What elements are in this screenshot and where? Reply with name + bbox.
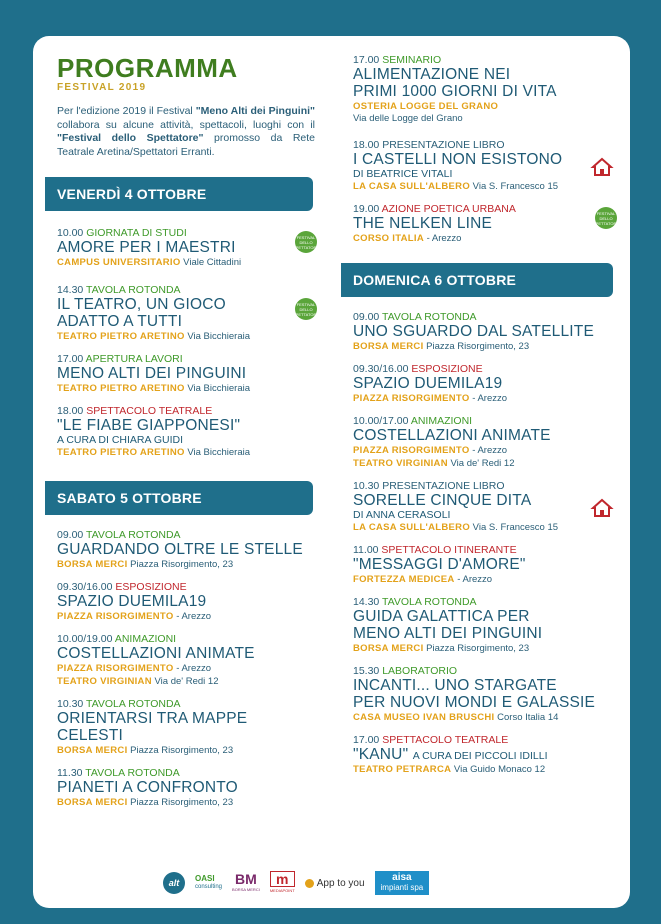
event-title: IL TEATRO, UN GIOCO (57, 296, 226, 313)
event-time: 17.00 (353, 54, 380, 66)
aisa-logo-icon (375, 871, 430, 895)
event-category: TAVOLA ROTONDA (382, 311, 477, 323)
event-subtitle: A CURA DEI PICCOLI IDILLI (412, 750, 548, 762)
event-address: - Arezzo (176, 611, 212, 622)
event-subtitle: A CURA DI CHIARA GUIDI (57, 434, 184, 446)
event-time: 09.00 (57, 529, 84, 541)
event-time: 14.30 (353, 596, 380, 608)
event-title: INCANTI... UNO STARGATE (353, 677, 557, 694)
event-time: 10.30 (57, 698, 84, 710)
event-title: SPAZIO DUEMILA19 (57, 593, 207, 610)
intro-festival-name: "Meno Alti dei Pinguini" (195, 105, 316, 117)
event-category: GIORNATA DI STUDI (86, 227, 187, 239)
event-time: 19.00 (353, 203, 380, 215)
event-time: 10.00/17.00 (353, 415, 409, 427)
event-venue: LA CASA SULL'ALBERO (353, 522, 471, 533)
mediapoint-logo-icon (270, 871, 295, 895)
event-category: ANIMAZIONI (410, 415, 473, 427)
event-title: PIANETI A CONFRONTO (57, 779, 238, 796)
event-address: Piazza Risorgimento, 23 (130, 745, 234, 756)
event-venue: TEATRO PIETRO ARETINO (57, 383, 185, 394)
event-item (57, 405, 315, 459)
day-header-sunday: DOMENICA 6 OTTOBRE (341, 263, 613, 297)
event-item (353, 596, 615, 655)
event-address: Via S. Francesco 15 (472, 522, 559, 533)
event-time: 10.00 (57, 227, 84, 239)
aisa-logo-sub: impianti spa (380, 883, 424, 892)
right-column (353, 36, 620, 776)
event-time: 09.30/16.00 (57, 581, 113, 593)
event-address: Via Bicchieraia (187, 331, 251, 342)
event-title: MENO ALTI DEI PINGUINI (57, 365, 247, 382)
event-category: SPETTACOLO TEATRALE (86, 405, 213, 417)
event-address: Via de' Redi 12 (154, 676, 219, 687)
event-venue: CORSO ITALIA (353, 233, 424, 244)
intro-part: Per l'edizione 2019 il Festival (57, 105, 196, 117)
sponsor-logos (163, 868, 523, 898)
event-category: LABORATORIO (382, 665, 458, 677)
event-address: Via Bicchieraia (187, 383, 251, 394)
event-title: COSTELLAZIONI ANIMATE (353, 427, 551, 444)
program-card (33, 36, 630, 908)
intro-part: collabora su alcune attività, spettacoli, luoghi con il (57, 118, 315, 131)
event-item (353, 54, 615, 125)
event-title: PER NUOVI MONDI E GALASSIE (353, 694, 596, 711)
event-venue: LA CASA SULL'ALBERO (353, 181, 471, 192)
event-time: 09.00 (353, 311, 380, 323)
oasi-logo-sub: consulting (195, 884, 223, 890)
event-venue: BORSA MERCI (57, 797, 128, 808)
festival-spettatore-logo-icon: FESTIVAL DELLO SPETTATORE (595, 207, 617, 229)
event-category: TAVOLA ROTONDA (382, 596, 477, 608)
event-time: 18.00 (353, 139, 380, 151)
event-address: Via de' Redi 12 (450, 458, 515, 469)
tree-house-logo-icon (589, 494, 615, 520)
intro-text (57, 105, 315, 159)
event-venue: PIAZZA RISORGIMENTO (353, 445, 470, 456)
event-item (57, 698, 315, 757)
event-title: ADATTO A TUTTI (57, 313, 183, 330)
event-address: Piazza Risorgimento, 23 (130, 797, 234, 808)
event-title-line (353, 746, 615, 763)
intro-part: promosso da Rete Teatrale Aretina/Spettatori Erranti. (57, 132, 315, 158)
event-venue: OSTERIA LOGGE DEL GRANO (353, 101, 499, 112)
event-address: Corso Italia 14 (497, 712, 559, 723)
event-item (57, 529, 315, 571)
event-venue: TEATRO VIRGINIAN (57, 676, 152, 687)
event-title: THE NELKEN LINE (353, 215, 493, 232)
event-venue: BORSA MERCI (353, 341, 424, 352)
left-column (57, 36, 320, 809)
event-item (353, 734, 615, 776)
oasi-logo-icon (195, 874, 222, 892)
event-category: TAVOLA ROTONDA (86, 284, 181, 296)
alt-logo-icon: alt (163, 872, 185, 894)
event-venue: TEATRO PIETRO ARETINO (57, 331, 185, 342)
event-address: Via Guido Monaco 12 (453, 764, 546, 775)
event-subtitle: DI BEATRICE VITALI (353, 168, 453, 180)
event-category: AZIONE POETICA URBANA (381, 203, 516, 215)
event-category: ESPOSIZIONE (411, 363, 483, 375)
intro-festival-spettatore: "Festival dello Spettatore" (57, 132, 204, 144)
app-to-you-logo-icon (305, 878, 365, 889)
borsa-merci-logo-icon (232, 872, 260, 894)
event-venue: BORSA MERCI (57, 745, 128, 756)
festival-spettatore-logo-icon: FESTIVAL DELLO SPETTATORE (295, 298, 317, 320)
event-venue: BORSA MERCI (57, 559, 128, 570)
event-item (353, 544, 615, 586)
event-item (57, 353, 315, 395)
mp-logo-text: m (270, 871, 295, 887)
festival-spettatore-logo-icon: FESTIVAL DELLO SPETTATORE (295, 231, 317, 253)
event-title: GUIDA GALATTICA PER (353, 608, 530, 625)
event-title: SPAZIO DUEMILA19 (353, 375, 503, 392)
event-address: - Arezzo (426, 233, 462, 244)
event-time: 09.30/16.00 (353, 363, 409, 375)
event-time: 15.30 (353, 665, 380, 677)
event-category: TAVOLA ROTONDA (86, 529, 181, 541)
event-category: PRESENTAZIONE LIBRO (382, 480, 505, 492)
event-address: Via Bicchieraia (187, 447, 251, 458)
event-title: I CASTELLI NON ESISTONO (353, 151, 563, 168)
event-item (57, 227, 320, 269)
event-category: TAVOLA ROTONDA (85, 767, 180, 779)
event-venue: BORSA MERCI (353, 643, 424, 654)
event-item (353, 139, 615, 193)
event-address: Piazza Risorgimento, 23 (426, 341, 530, 352)
event-venue: TEATRO PETRARCA (353, 764, 452, 775)
event-address: Viale Cittadini (183, 257, 242, 268)
event-title: "KANU" (353, 746, 409, 763)
event-venue: PIAZZA RISORGIMENTO (353, 393, 470, 404)
event-category: SPETTACOLO TEATRALE (382, 734, 509, 746)
event-time: 10.00/19.00 (57, 633, 113, 645)
event-item (57, 581, 315, 623)
event-title: PRIMI 1000 GIORNI DI VITA (353, 83, 557, 100)
event-time: 11.00 (353, 544, 379, 556)
event-address: Via delle Logge del Grano (353, 113, 463, 124)
event-item (353, 311, 615, 353)
event-title: SORELLE CINQUE DITA (353, 492, 532, 509)
aisa-logo-text: aisa (392, 872, 412, 883)
event-subtitle: DI ANNA CERASOLI (353, 509, 451, 521)
event-title: AMORE PER I MAESTRI (57, 239, 236, 256)
event-venue: PIAZZA RISORGIMENTO (57, 663, 174, 674)
event-time: 18.00 (57, 405, 84, 417)
event-title: GUARDANDO OLTRE LE STELLE (57, 541, 303, 558)
event-category: APERTURA LAVORI (85, 353, 183, 365)
event-category: PRESENTAZIONE LIBRO (382, 139, 505, 151)
event-address: - Arezzo (176, 663, 212, 674)
event-time: 14.30 (57, 284, 84, 296)
bm-logo-text: BM (235, 871, 257, 887)
page-subtitle: FESTIVAL 2019 (57, 82, 147, 93)
event-venue: TEATRO PIETRO ARETINO (57, 447, 185, 458)
page-title: PROGRAMMA (57, 53, 238, 83)
event-category: SPETTACOLO ITINERANTE (381, 544, 517, 556)
bm-logo-sub: BORSA MERCI (232, 887, 260, 892)
event-title: ALIMENTAZIONE NEI (353, 66, 511, 83)
event-address: Piazza Risorgimento, 23 (130, 559, 234, 570)
event-address: Via S. Francesco 15 (472, 181, 559, 192)
event-item (57, 633, 315, 688)
event-item (353, 415, 615, 470)
event-title: COSTELLAZIONI ANIMATE (57, 645, 255, 662)
event-category: ANIMAZIONI (114, 633, 177, 645)
event-title: "MESSAGGI D'AMORE" (353, 556, 526, 573)
event-venue: CASA MUSEO IVAN BRUSCHI (353, 712, 495, 723)
event-item (353, 203, 620, 245)
event-venue: TEATRO VIRGINIAN (353, 458, 448, 469)
event-address: - Arezzo (457, 574, 493, 585)
mp-logo-sub: MEDIAPOINT (269, 888, 295, 893)
app-logo-text: App to you (316, 877, 365, 889)
event-title: ORIENTARSI TRA MAPPE CELESTI (57, 710, 248, 744)
event-time: 17.00 (353, 734, 380, 746)
event-address: - Arezzo (472, 445, 508, 456)
event-category: SEMINARIO (382, 54, 442, 66)
event-venue: FORTEZZA MEDICEA (353, 574, 455, 585)
event-title: UNO SGUARDO DAL SATELLITE (353, 323, 594, 340)
event-address: - Arezzo (472, 393, 508, 404)
event-time: 10.30 (353, 480, 380, 492)
event-item (353, 480, 615, 534)
event-venue: CAMPUS UNIVERSITARIO (57, 257, 181, 268)
oasi-logo-text: OASI (195, 874, 215, 883)
event-title: "LE FIABE GIAPPONESI" (57, 417, 241, 434)
event-item (57, 767, 315, 809)
app-dot-icon (305, 879, 314, 888)
event-category: ESPOSIZIONE (115, 581, 187, 593)
event-item (353, 363, 615, 405)
event-item (353, 665, 615, 724)
event-category: TAVOLA ROTONDA (86, 698, 181, 710)
event-title: MENO ALTI DEI PINGUINI (353, 625, 543, 642)
event-time: 11.30 (57, 767, 83, 779)
day-header-saturday: SABATO 5 OTTOBRE (45, 481, 313, 515)
event-address: Piazza Risorgimento, 23 (426, 643, 530, 654)
event-item (57, 284, 320, 343)
tree-house-logo-icon (589, 153, 615, 179)
day-header-friday: VENERDÌ 4 OTTOBRE (45, 177, 313, 211)
event-venue: PIAZZA RISORGIMENTO (57, 611, 174, 622)
event-time: 17.00 (57, 353, 84, 365)
